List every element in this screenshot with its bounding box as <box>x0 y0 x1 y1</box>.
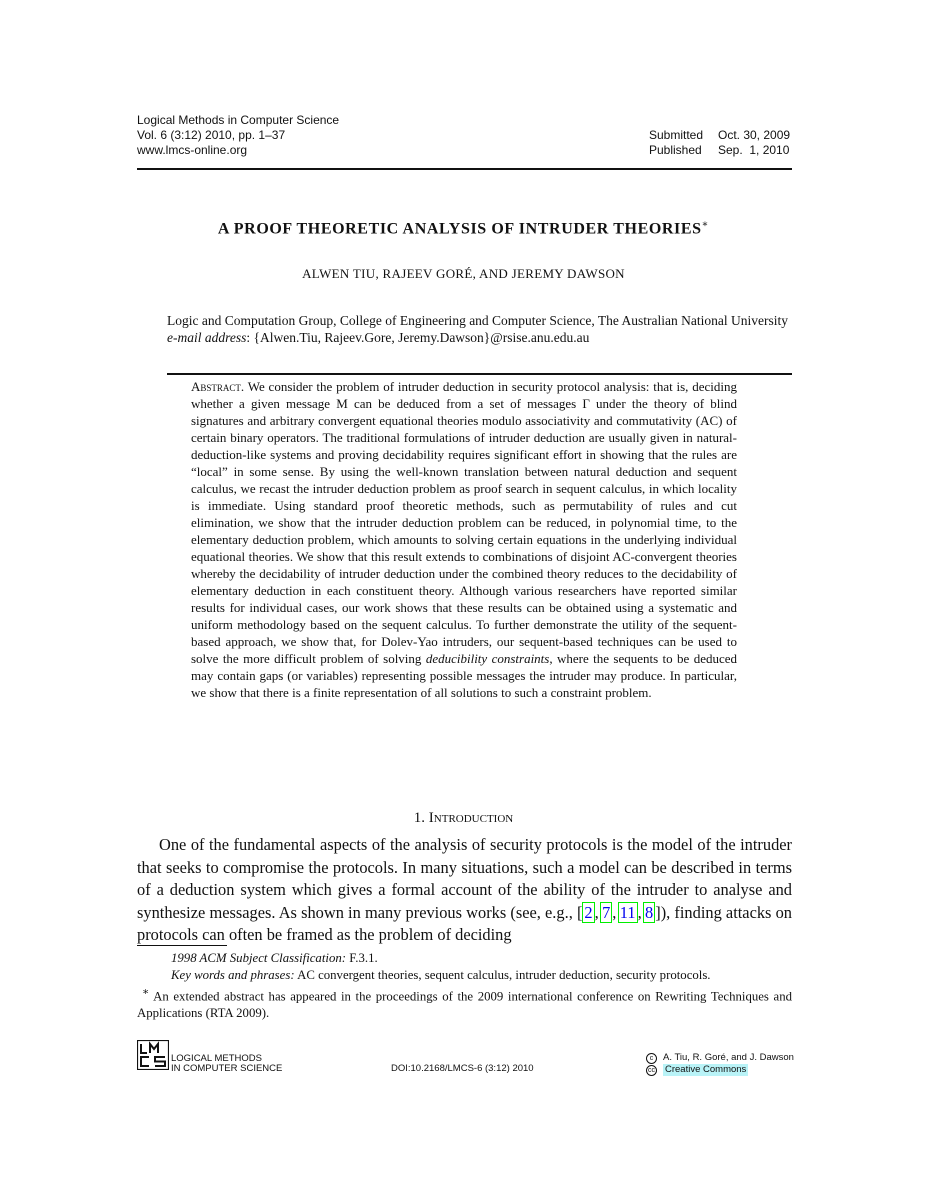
journal-info <box>137 113 339 158</box>
abstract-text-1: We consider the problem of intruder deduction in security protocol analysis: that is, deciding whether a given message M can be deduced from a set of messages Γ under the theory of blind signatures and arbitrary convergent equational theories modulo associativity and commutativity (AC) of certain binary operators. The traditional formulations of intruder deduction are usually given in natural-deduction-like systems and proving decidability requires significant effort in showing that the rules are “local” in some sense. By using the well-known translation between natural deduction and sequent calculus, we recast the intruder deduction problem as proof search in sequent calculus, in which locality is immediate. Using standard proof theoretic methods, such as permutability of rules and cut elimination, we show that the intruder deduction problem can be reduced, in polynomial time, to the elementary deduction problem, which amounts to solving certain equations in the underlying individual equational theories. We show that this result extends to combinations of disjoint AC-convergent theories whereby the decidability of intruder deduction under the combined theory reduces to the decidability of elementary deduction in each constituent theory. Although various researchers have reported similar results for individual cases, our work shows that these results can be obtained using a systematic and uniform methodology based on the sequent calculus. To further demonstrate the utility of the sequent-based approach, we show that, for Dolev-Yao intruders, our sequent-based techniques can be used to solve the more difficult problem of solving <box>191 379 737 666</box>
abstract <box>191 378 737 701</box>
journal-name: Logical Methods in Computer Science <box>137 113 340 127</box>
affiliation-block <box>167 312 792 346</box>
creative-commons-icon: cc <box>648 1066 655 1074</box>
copyright-holders: A. Tiu, R. Goré, and J. Dawson <box>663 1052 794 1063</box>
intro-text-before: One of the fundamental aspects of the analysis of security protocols is the model of the intruder that seeks to compromise the protocols. In many situations, such a model can be described in terms of a deduction system which gives a formal account of the ability of the intruder to analyse and synthesize messages. As shown in many previous works (see, e.g., [ <box>137 835 792 922</box>
section-heading <box>0 810 927 827</box>
email-line <box>167 329 792 346</box>
title-footnote <box>137 984 792 1022</box>
citation-link[interactable]: 11 <box>619 902 636 922</box>
submission-dates <box>649 128 790 158</box>
license-row <box>646 1064 794 1076</box>
acm-value: F.3.1. <box>346 951 378 965</box>
intro-text-after: ]), finding attacks on protocols can often be framed as the problem of deciding <box>137 902 792 944</box>
intro-paragraph: One of the fundamental aspects of the analysis of security protocols is the model of the intruder that seeks to compromise the protocols. In many situations, such a model can be described in terms of a deduction system which gives a formal account of the ability of the intruder to analyse and synthesize messages. As shown in many previous works (see, e.g., [ 2 , 7 , 11 , 8 ]), finding attacks on protocols can often be framed as the problem of deciding <box>137 835 792 944</box>
lmcs-line-1: LOGICAL METHODS <box>171 1053 262 1064</box>
email-label: e-mail address <box>167 330 247 345</box>
doi: DOI:10.2168/LMCS-6 (3:12) 2010 <box>391 1063 534 1074</box>
lmcs-logo <box>137 1040 169 1070</box>
lmcs-wordmark <box>171 1054 282 1074</box>
footnote-star: ∗ <box>142 987 150 998</box>
title-footnote-mark[interactable]: ∗ <box>701 219 710 230</box>
paper-title <box>0 219 927 238</box>
published-label: Published <box>649 143 702 157</box>
header-divider <box>137 168 792 170</box>
license-block <box>646 1052 794 1076</box>
abstract-label: Abstract. <box>191 379 245 394</box>
section-number: 1. <box>413 810 426 826</box>
footnote-text: An extended abstract has appeared in the proceedings of the 2009 international conference on Rewriting Techniques and Applications (RTA 2009). <box>137 989 792 1021</box>
section-title: Introduction <box>428 810 514 826</box>
citation-link[interactable]: 7 <box>602 902 611 922</box>
keywords-label: Key words and phrases: <box>171 968 295 982</box>
lmcs-line-2: IN COMPUTER SCIENCE <box>171 1063 283 1074</box>
keywords-value: AC convergent theories, sequent calculus, intruder deduction, security protocols. <box>294 968 711 982</box>
journal-volume: Vol. 6 (3:12) 2010, pp. 1–37 <box>137 128 286 142</box>
abstract-text-2: , where the sequents to be deduced may contain gaps (or variables) representing possible messages the intruder may produce. In particular, we show that there is a finite representation of all solutions to such a constraint problem. <box>191 651 738 700</box>
submitted-date: Oct. 30, 2009 <box>718 128 791 142</box>
footnote-divider <box>137 945 227 946</box>
citation-link[interactable]: 8 <box>645 902 654 922</box>
copyright-row <box>646 1052 794 1064</box>
license-link[interactable]: Creative Commons <box>665 1064 747 1075</box>
paper-title-text: A PROOF THEORETIC ANALYSIS OF INTRUDER THEORIES <box>217 220 702 238</box>
acm-label: 1998 ACM Subject Classification: <box>171 951 347 965</box>
keywords <box>137 967 792 984</box>
footnotes <box>137 950 792 1022</box>
journal-website[interactable]: www.lmcs-online.org <box>137 143 248 157</box>
abstract-divider <box>167 373 792 375</box>
copyright-icon: c <box>646 1053 657 1064</box>
published-row <box>649 143 790 158</box>
submitted-row <box>649 128 790 143</box>
email-address: : {Alwen.Tiu, Rajeev.Gore, Jeremy.Dawson}@rsise.anu.edu.au <box>246 330 590 345</box>
citation-link[interactable]: 2 <box>584 902 593 922</box>
abstract-emphasis: deducibility constraints <box>425 651 550 666</box>
paper-authors: ALWEN TIU, RAJEEV GORÉ, AND JEREMY DAWSON <box>302 266 625 281</box>
published-date: Sep. 1, 2010 <box>718 143 790 157</box>
acm-classification <box>137 950 792 967</box>
submitted-label: Submitted <box>649 128 704 142</box>
affiliation: Logic and Computation Group, College of Engineering and Computer Science, The Australian National University <box>167 313 788 328</box>
